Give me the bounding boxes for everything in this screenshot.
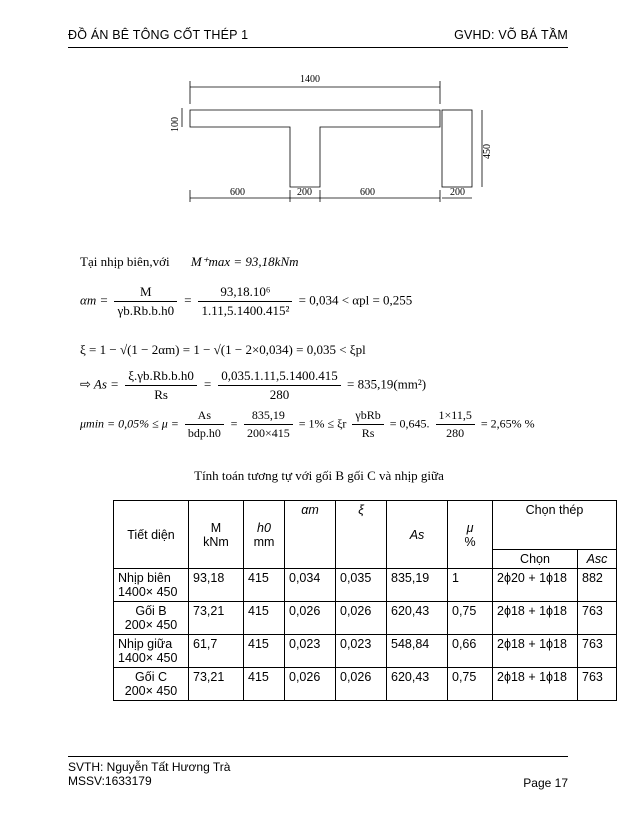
- equation-mu: μmin = 0,05% ≤ μ = $\frac{As}{\text{bdp.h0}}$ = $\frac{835,19}{200\times 415}$ = 1% ≤ ξr $\frac{\text{γbRb}}{Rs}$ = 0,645. $\frac{1\times 11,5}{280}$ = 2,65% %: [80, 408, 535, 440]
- header-title: ĐỒ ÁN BÊ TÔNG CỐT THÉP 1: [68, 28, 249, 42]
- moment-value: M⁺max = 93,18kNm: [190, 254, 299, 269]
- equation-alpha-m: [80, 284, 412, 319]
- eq1-frac-numeric: $\frac{\text{93,18.10⁶}}{\text{1.11,5.1400.415²}}$: [198, 284, 292, 319]
- eq1-lhs: αm =: [80, 292, 109, 308]
- footer-author: SVTH: Nguyễn Tất Hương Trà: [68, 760, 231, 774]
- col-section: Tiết diện: [114, 501, 189, 569]
- col-choose-steel: Chọn thép: [493, 501, 617, 550]
- eq4-result: = 2,65% %: [480, 416, 535, 431]
- dim-bottom-right: 600: [360, 187, 375, 198]
- t-beam-drawing: [160, 62, 520, 212]
- eq3-result: = 835,19(mm²): [346, 376, 427, 392]
- footer-rule: [68, 756, 568, 757]
- dim-height: 450: [482, 144, 493, 159]
- page-number: Page 17: [523, 776, 568, 790]
- col-mu: μ %: [448, 501, 493, 569]
- footer-mssv: MSSV:1633179: [68, 774, 152, 788]
- table-row: Gối C 200× 450 73,21 415 0,026 0,026 620,43 0,75 2ϕ18 + 1ϕ18 763: [114, 668, 617, 701]
- dim-bottom-left: 600: [230, 187, 245, 198]
- col-xi: ξ: [336, 501, 387, 569]
- page-footer: [68, 760, 568, 788]
- eq1-equals: =: [183, 292, 193, 308]
- equation-xi: [80, 342, 366, 358]
- note-text: Tính toán tương tự với gối B gối C và nhịp giữa: [194, 468, 444, 483]
- col-chon: Chọn: [493, 550, 578, 569]
- dim-bottom-rib: 200: [297, 187, 312, 198]
- page-header: [68, 24, 568, 46]
- header-instructor: GVHD: VÕ BÁ TẦM: [454, 28, 568, 42]
- col-h0: h0 mm: [244, 501, 285, 569]
- dim-top-width: 1400: [300, 74, 320, 85]
- eq4-lhs: μmin = 0,05% ≤ μ =: [80, 416, 179, 431]
- rib-side-view: [442, 110, 472, 187]
- table-row: Nhịp giữa 1400× 450 61,7 415 0,023 0,023 548,84 0,66 2ϕ18 + 1ϕ18 763: [114, 635, 617, 668]
- eq3-lhs: As =: [93, 376, 119, 392]
- header-rule: [68, 47, 568, 48]
- col-asc: Asc: [578, 550, 617, 569]
- table-row: Gối B 200× 450 73,21 415 0,026 0,026 620,43 0,75 2ϕ18 + 1ϕ18 763: [114, 602, 617, 635]
- intro-label: Tại nhịp biên,với: [80, 254, 170, 269]
- col-as: As: [387, 501, 448, 569]
- col-m: M kNm: [189, 501, 244, 569]
- table-row: Nhịp biên 1400× 450 93,18 415 0,034 0,035 835,19 1 2ϕ20 + 1ϕ18 882: [114, 569, 617, 602]
- arrow-icon: ⇨: [80, 376, 91, 392]
- col-alpha-m: αm: [285, 501, 336, 569]
- t-section-outline: [190, 110, 440, 187]
- dim-rib-width: 200: [450, 187, 465, 198]
- eq1-frac-symbolic: $\frac{M}{\gamma b.Rb.b.h0}$: [114, 284, 177, 319]
- results-table: [113, 500, 617, 701]
- eq3-frac-numeric: $\frac{0,035.1.11,5.1400.415}{280}$: [218, 368, 341, 403]
- eq3-frac-symbolic: $\frac{\xi.\gamma b.Rb.b.h0}{Rs}$: [125, 368, 197, 403]
- dim-flange: 100: [170, 117, 181, 132]
- eq2-text: ξ = 1 − √(1 − 2αm) = 1 − √(1 − 2×0,034) = 0,035 < ξpl: [80, 342, 366, 357]
- intro-line: [80, 254, 299, 270]
- eq1-result: = 0,034 < αpl = 0,255: [298, 292, 413, 308]
- equation-as: ⇨ As = $\frac{\xi.\gamma b.Rb.b.h0}{Rs}$ = $\frac{0,035.1.11,5.1400.415}{280}$ = 835,19(mm²): [80, 368, 427, 402]
